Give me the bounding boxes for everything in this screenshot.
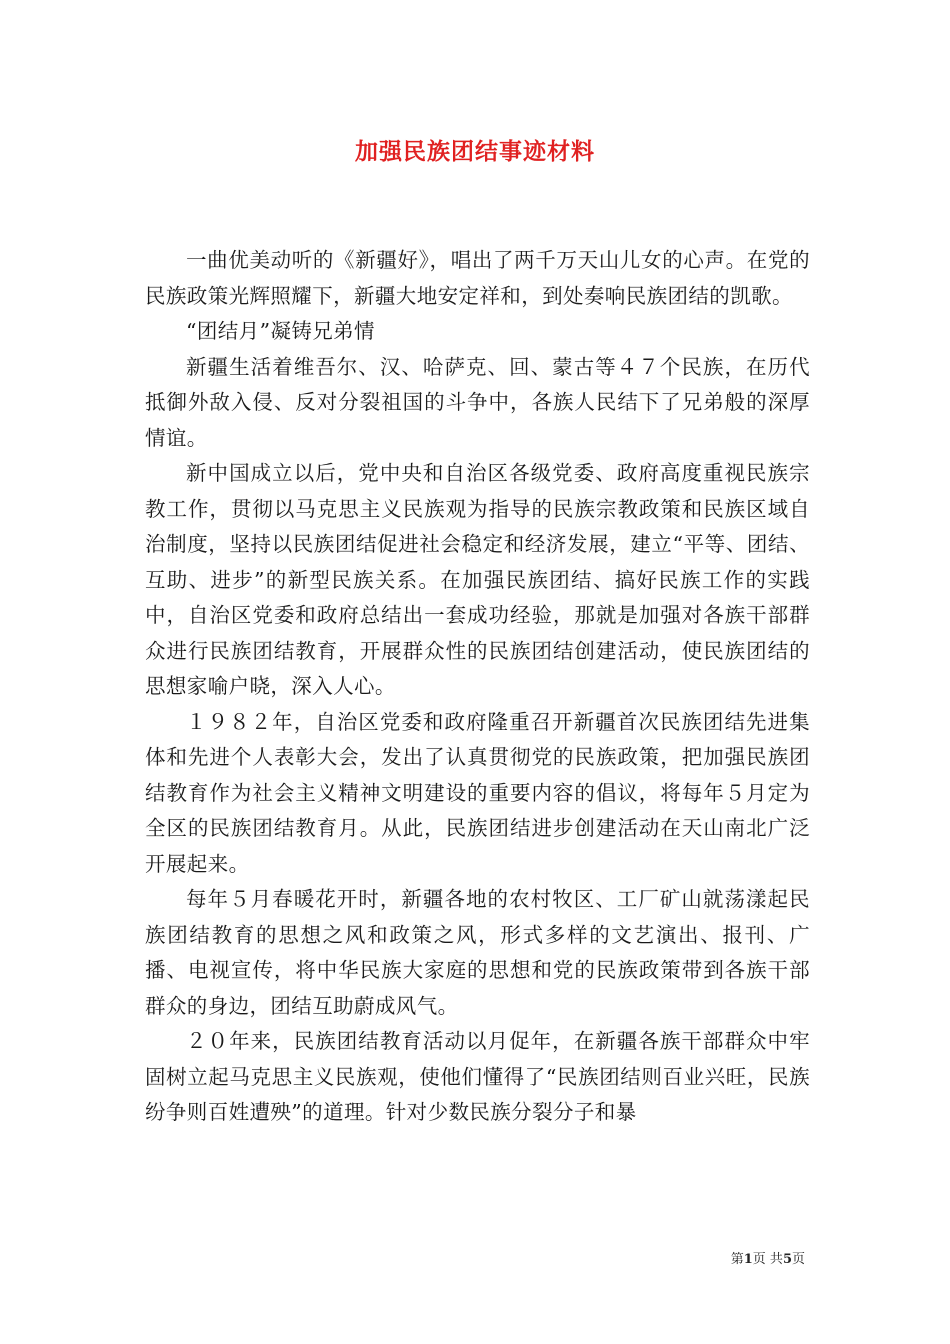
- page-footer: [731, 1248, 805, 1267]
- paragraph-twenty-years: ２０年来，民族团结教育活动以月促年，在新疆各族干部群众中牢固树立起马克思主义民族观，使他们懂得了“民族团结则百业兴旺，民族纷争则百姓遭殃”的道理。针对少数民族分裂分子和暴: [145, 1029, 810, 1124]
- footer-current-page: 1: [743, 1252, 753, 1267]
- paragraph-new-china: 新中国成立以后，党中央和自治区各级党委、政府高度重视民族宗教工作，贯彻以马克思主义民族观为指导的民族宗教政策和民族区域自治制度，坚持以民族团结促进社会稳定和经济发展，建立“平等、团结、互助、进步”的新型民族关系。在加强民族团结、搞好民族工作的实践中，自治区党委和政府总结出一套成功经验，那就是加强对各族干部群众进行民族团结教育，开展群众性的民族团结创建活动，使民族团结的思想家喻户晓，深入人心。: [145, 461, 810, 698]
- document-body: [145, 243, 810, 1131]
- document-title: 加强民族团结事迹材料: [355, 138, 595, 165]
- footer-middle: 页 共: [752, 1252, 783, 1267]
- paragraph-ethnic-groups: 新疆生活着维吾尔、汉、哈萨克、回、蒙古等４７个民族，在历代抵御外敌入侵、反对分裂祖国的斗争中，各族人民结下了兄弟般的深厚情谊。: [145, 354, 810, 450]
- section-heading: “团结月”凝铸兄弟情: [186, 319, 375, 343]
- paragraph-intro: 一曲优美动听的《新疆好》，唱出了两千万天山儿女的心声。在党的民族政策光辉照耀下，新疆大地安定祥和，到处奏响民族团结的凯歌。: [145, 248, 810, 308]
- footer-total-pages: 5: [782, 1252, 792, 1267]
- footer-suffix: 页: [791, 1252, 805, 1267]
- footer-prefix: 第: [730, 1252, 744, 1267]
- paragraph-may-activities: 每年５月春暖花开时，新疆各地的农村牧区、工厂矿山就荡漾起民族团结教育的思想之风和政策之风，形式多样的文艺演出、报刊、广播、电视宣传，将中华民族大家庭的思想和党的民族政策带到各族干部群众的身边，团结互助蔚成风气。: [145, 887, 810, 1018]
- paragraph-1982: １９８２年，自治区党委和政府隆重召开新疆首次民族团结先进集体和先进个人表彰大会，发出了认真贯彻党的民族政策，把加强民族团结教育作为社会主义精神文明建设的重要内容的倡议，将每年５月定为全区的民族团结教育月。从此，民族团结进步创建活动在天山南北广泛开展起来。: [145, 709, 810, 876]
